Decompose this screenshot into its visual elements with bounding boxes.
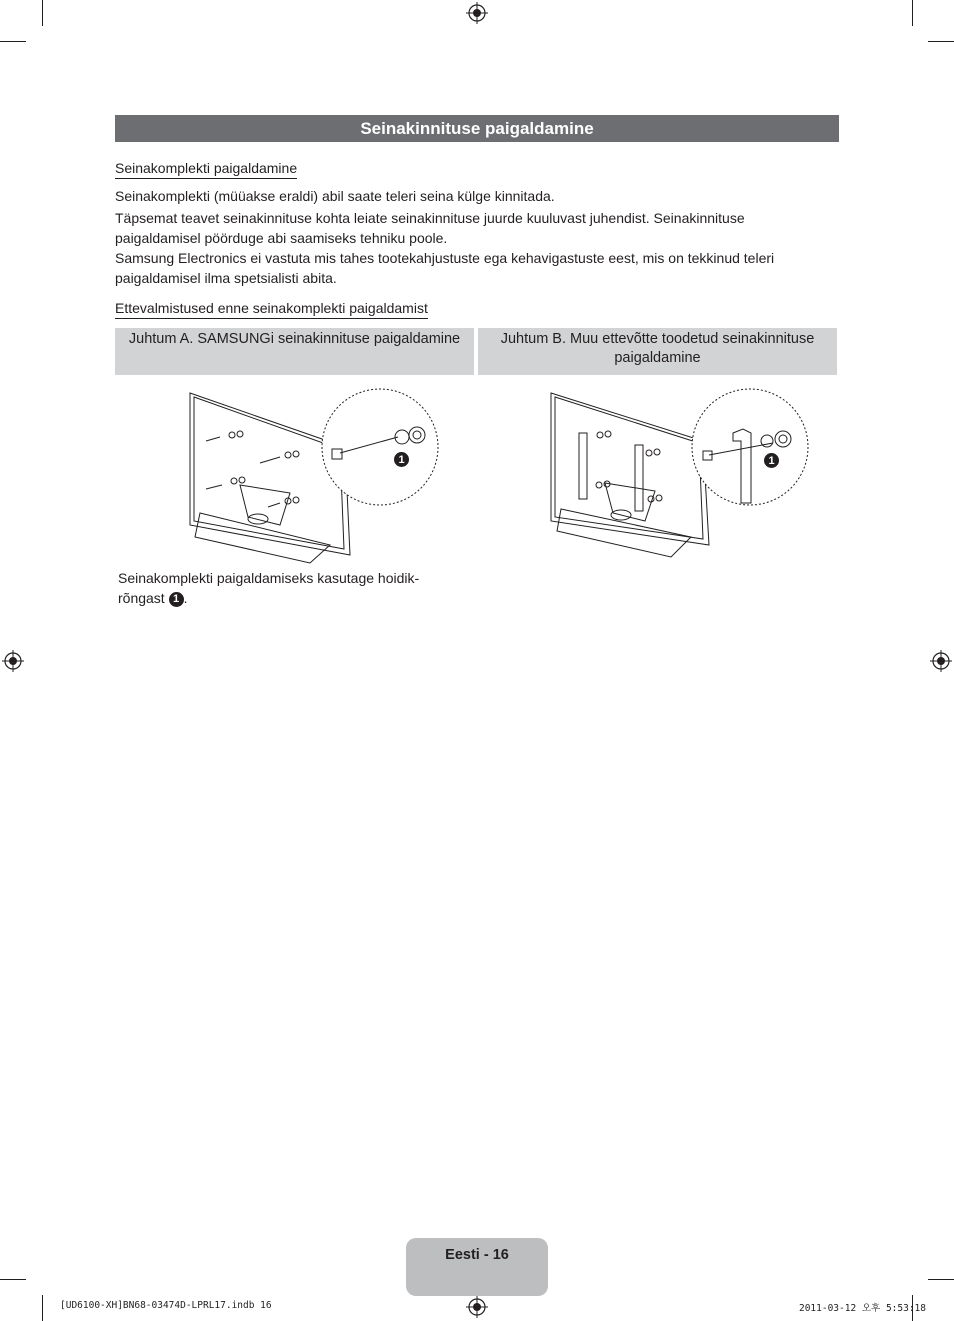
footer-file-info: [UD6100-XH]BN68-03474D-LPRL17.indb 16 [60,1300,272,1311]
mount-note-text: Seinakomplekti paigaldamiseks kasutage hoidik-rõngast [118,570,420,606]
registration-mark-icon [466,1296,488,1318]
crop-mark [928,41,954,42]
mount-note-end: . [183,590,188,606]
crop-mark [0,1279,26,1280]
crop-mark [0,41,26,42]
install-paragraph: Samsung Electronics ei vastuta mis tahes tootekahjustuste ega kehavigastuste eest, mis on tekkinud teleri paigaldamisel ilma spetsialisti abita. [115,250,775,286]
section-title: Seinakinnituse paigaldamine [115,115,839,142]
page-number-tab [406,1238,548,1296]
mount-note [118,568,438,608]
callout-number-badge: 1 [394,452,409,467]
install-paragraph: Täpsemat teavet seinakinnituse kohta leiate seinakinnituse juurde kuuluvast juhendist. Seinakinnituse paigaldamisel pöörduge abi saamiseks tehniku poole. [115,210,745,246]
callout-number-badge: 1 [764,453,779,468]
samsung-wall-mount-illustration [180,385,445,565]
registration-mark-icon [930,650,952,672]
install-paragraph: Seinakomplekti (müüakse eraldi) abil saate teleri seina külge kinnitada. [115,188,555,204]
crop-mark [42,1295,43,1321]
third-party-wall-mount-illustration [545,385,810,565]
page-label: Eesti - 16 [445,1247,509,1263]
registration-mark-icon [2,650,24,672]
crop-mark [42,0,43,26]
crop-mark [912,0,913,26]
case-b-header: Juhtum B. Muu ettevõtte toodetud seinakinnituse paigaldamine [478,328,837,375]
registration-mark-icon [466,2,488,24]
footer-timestamp: 2011-03-12 오후 5:53:18 [798,1303,926,1314]
crop-mark [928,1279,954,1280]
install-heading: Seinakomplekti paigaldamine [115,160,297,179]
prep-heading: Ettevalmistused enne seinakomplekti paigaldamist [115,300,428,319]
case-a-header: Juhtum A. SAMSUNGi seinakinnituse paigaldamine [115,328,474,375]
callout-number-badge: 1 [169,592,184,607]
